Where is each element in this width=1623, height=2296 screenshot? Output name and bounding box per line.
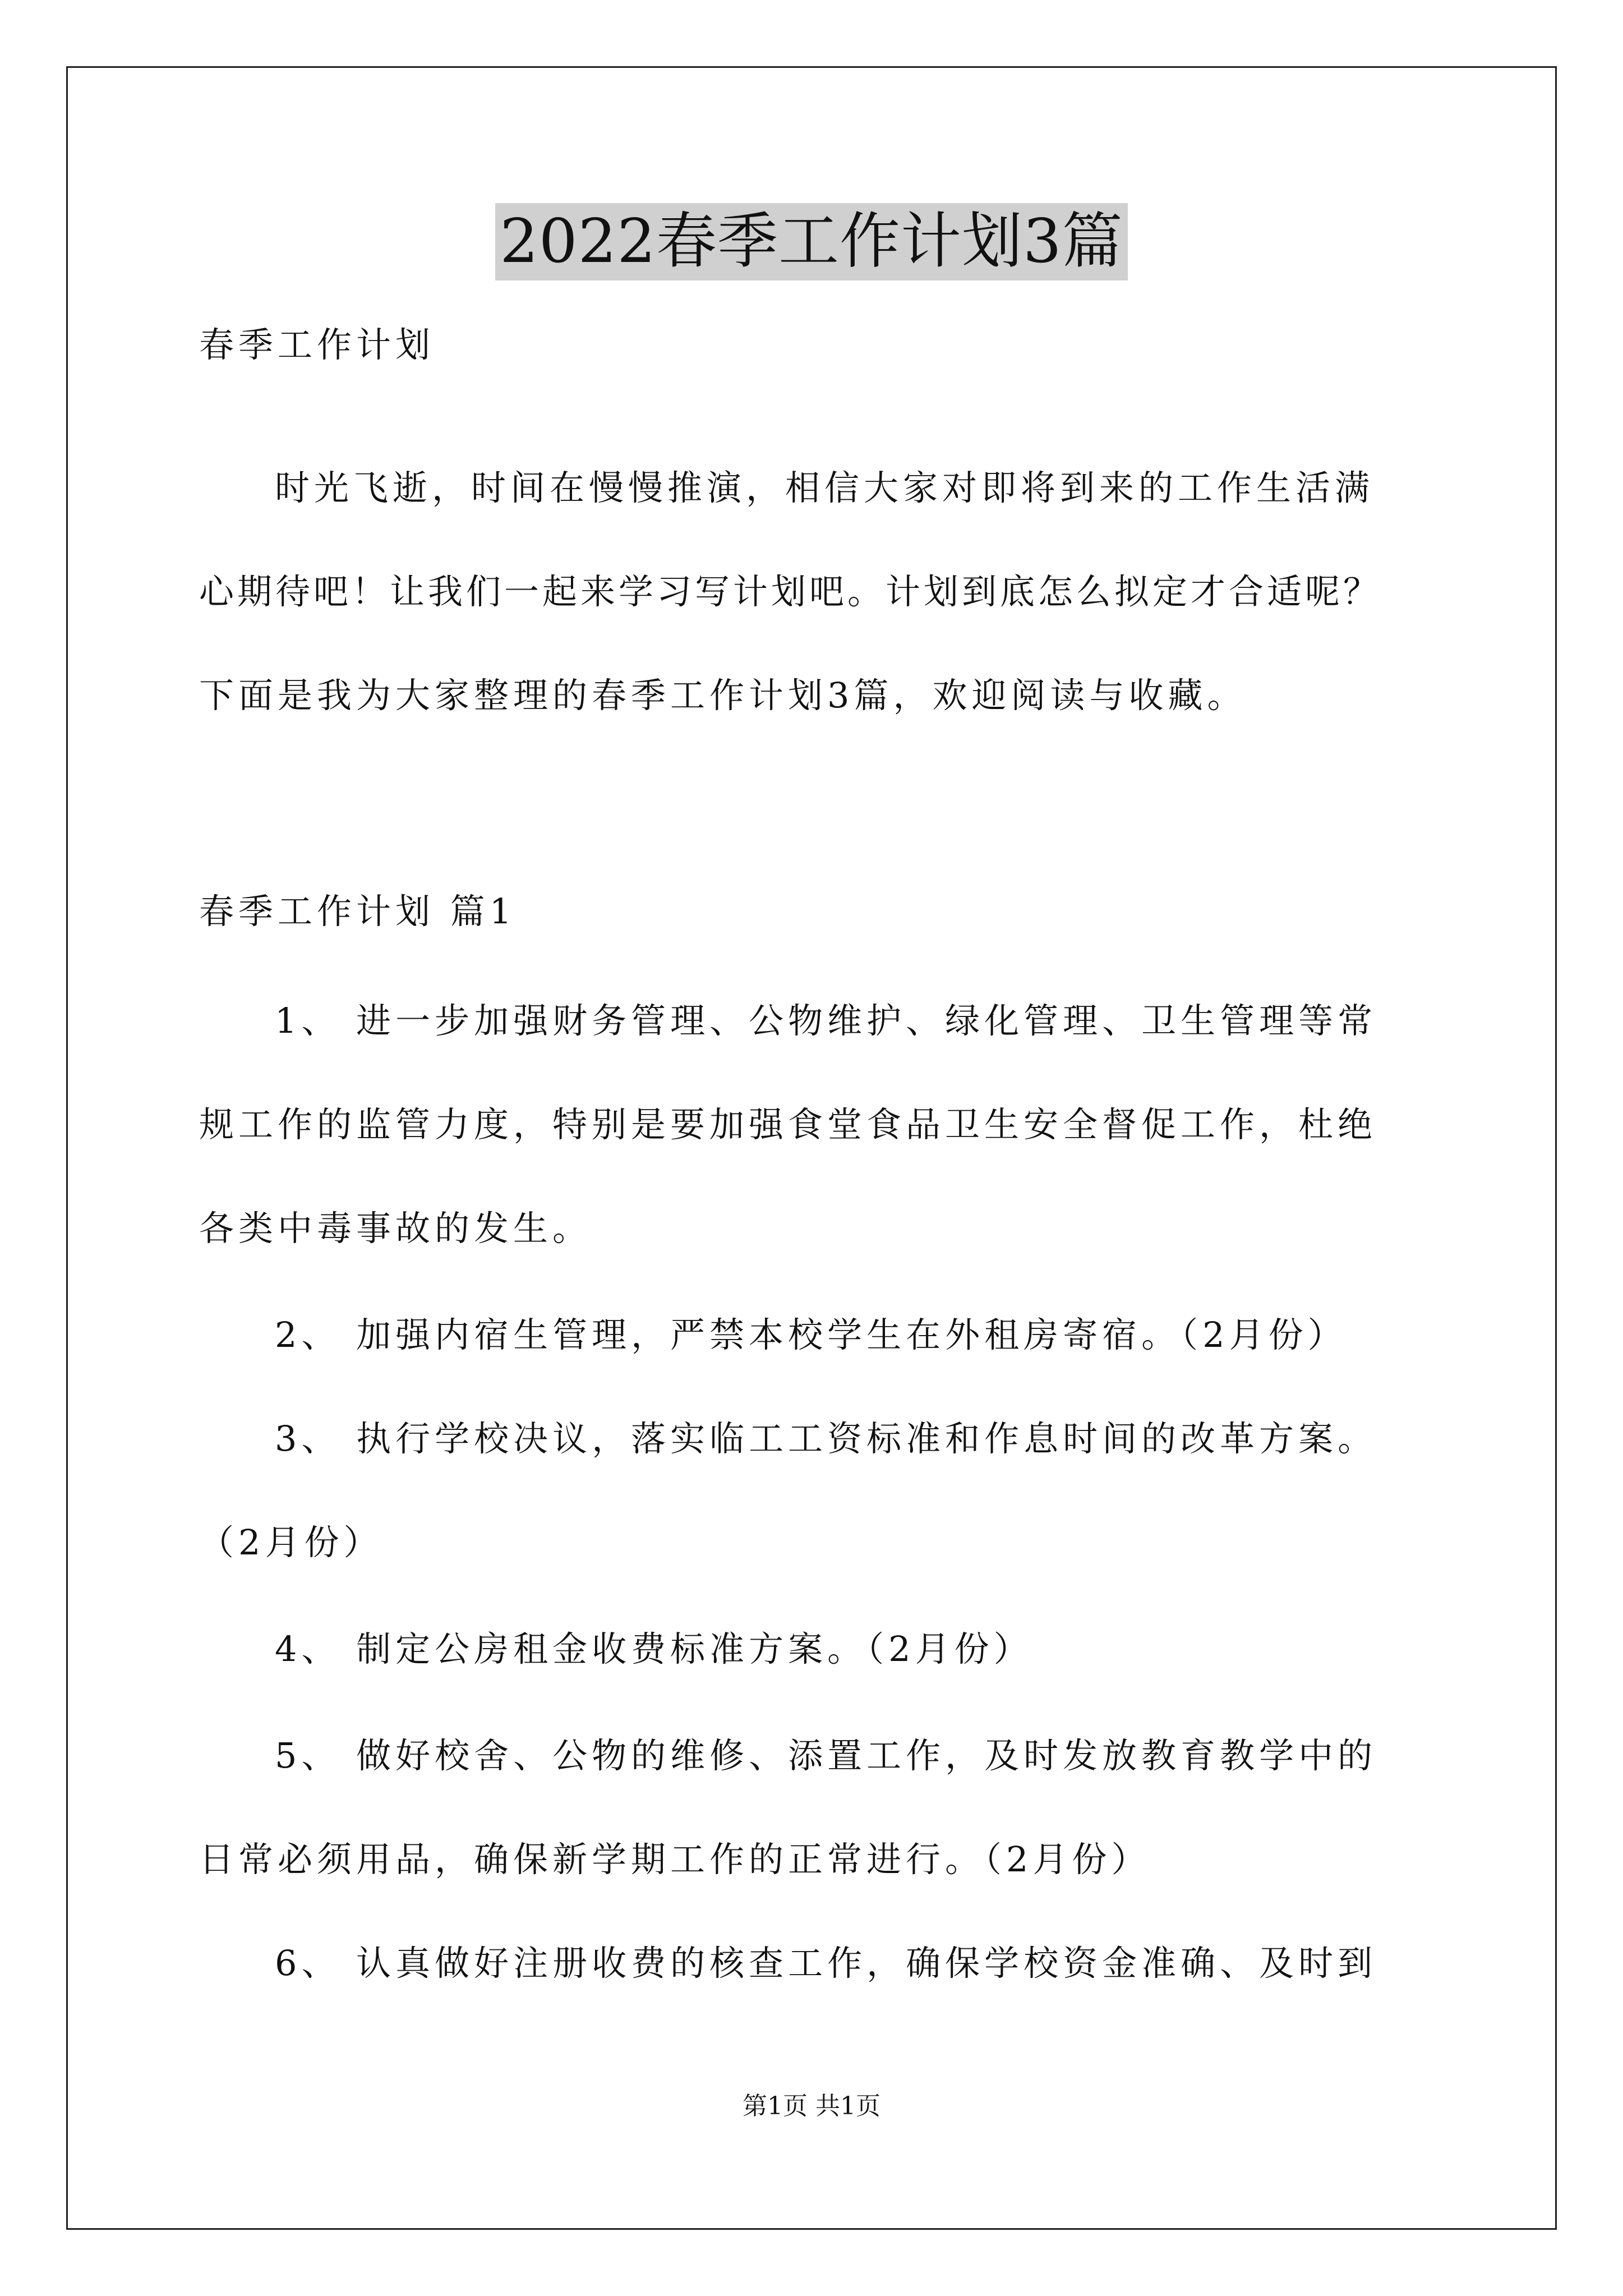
paragraph-line: 心期待吧！让我们一起来学习写计划吧。计划到底怎么拟定才合适呢？: [199, 571, 1382, 612]
page-footer: 第1页 共1页: [743, 2092, 880, 2120]
section-heading: 春季工作计划: [199, 324, 435, 365]
section-heading: 春季工作计划 篇1: [199, 891, 517, 932]
list-item-line: 日常必须用品，确保新学期工作的正常进行。（2月份）: [199, 1839, 1151, 1880]
document-title: 2022春季工作计划3篇: [495, 203, 1128, 280]
list-item-line: 5、 做好校舍、公物的维修、添置工作，及时发放教育教学中的: [275, 1735, 1377, 1776]
paragraph-line: 下面是我为大家整理的春季工作计划3篇，欢迎阅读与收藏。: [199, 675, 1247, 716]
list-item-line: 6、 认真做好注册收费的核查工作，确保学校资金准确、及时到: [275, 1943, 1377, 1984]
list-item-line: （2月份）: [199, 1522, 383, 1563]
paragraph-line: 时光飞逝，时间在慢慢推演，相信大家对即将到来的工作生活满: [275, 467, 1375, 508]
list-item-line: 3、 执行学校决议，落实临工工资标准和作息时间的改革方案。: [275, 1418, 1377, 1459]
list-item-line: 规工作的监管力度，特别是要加强食堂食品卫生安全督促工作，杜绝: [199, 1104, 1377, 1145]
list-item-line: 各类中毒事故的发生。: [199, 1208, 592, 1249]
list-item-line: 4、 制定公房租金收费标准方案。（2月份）: [275, 1628, 1033, 1669]
list-item-line: 2、 加强内宿生管理，严禁本校学生在外租房寄宿。（2月份）: [275, 1314, 1347, 1355]
title-container: [0, 203, 1623, 280]
list-item-line: 1、 进一步加强财务管理、公物维护、绿化管理、卫生管理等常: [275, 1000, 1377, 1041]
